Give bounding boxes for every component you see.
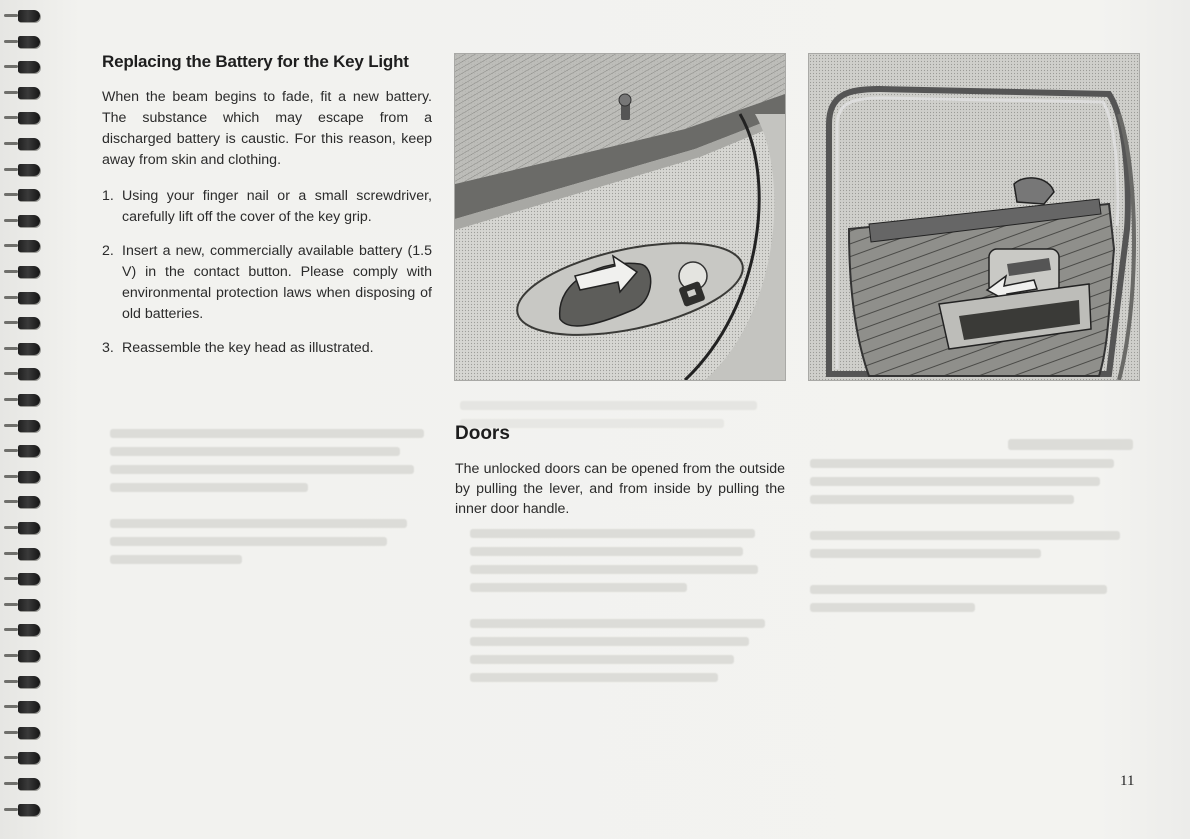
battery-intro-text: When the beam begins to fade, fit a new battery. The substance which may escape from a discharged battery is caustic. For this reason, keep away from skin and clothing.: [102, 89, 432, 168]
binding-ring: [18, 676, 40, 688]
step-text: Using your finger nail or a small screwdriver, carefully lift off the cover of the key grip.: [122, 188, 432, 225]
door-interior-handle-illustration: [808, 53, 1140, 381]
binding-ring: [18, 701, 40, 713]
step-number: 2.: [102, 243, 114, 259]
binding-ring: [18, 778, 40, 790]
binding-ring: [18, 317, 40, 329]
step-text: Reassemble the key head as illustrated.: [122, 340, 374, 356]
battery-section-title: Replacing the Battery for the Key Light: [102, 52, 409, 71]
binding-ring: [18, 752, 40, 764]
binding-ring: [18, 624, 40, 636]
binding-ring: [18, 368, 40, 380]
binding-ring: [18, 87, 40, 99]
doors-text: The unlocked doors can be opened from the outside by pulling the lever, and from inside by pulling the inner door handle.: [455, 461, 785, 517]
binding-ring: [18, 266, 40, 278]
step-number: 1.: [102, 188, 114, 204]
binding-ring: [18, 650, 40, 662]
binding-ring: [18, 138, 40, 150]
bleed-through-left: [110, 420, 440, 573]
binding-ring: [18, 522, 40, 534]
binding-ring: [18, 599, 40, 611]
binding-ring: [18, 804, 40, 816]
doors-section-title: Doors: [455, 423, 510, 444]
binding-ring: [18, 10, 40, 22]
binding-ring: [18, 189, 40, 201]
binding-ring: [18, 36, 40, 48]
binding-ring: [18, 61, 40, 73]
binding-ring: [18, 164, 40, 176]
binding-ring: [18, 240, 40, 252]
binding-ring: [18, 343, 40, 355]
binding-ring: [18, 445, 40, 457]
binding-ring: [18, 292, 40, 304]
binding-ring: [18, 727, 40, 739]
binding-ring: [18, 471, 40, 483]
door-exterior-handle-illustration: [454, 53, 786, 381]
binding-ring: [18, 573, 40, 585]
battery-step: [102, 338, 432, 359]
binding-ring: [18, 112, 40, 124]
bleed-through-right: [810, 430, 1140, 621]
battery-step: [102, 186, 432, 228]
spiral-binding: [0, 10, 50, 835]
page-number: 11: [1120, 773, 1135, 789]
binding-ring: [18, 394, 40, 406]
binding-ring: [18, 548, 40, 560]
battery-step: [102, 241, 432, 325]
bleed-through-mid-lower: [470, 520, 780, 691]
binding-ring: [18, 215, 40, 227]
step-number: 3.: [102, 340, 114, 356]
battery-steps-list: [102, 186, 432, 372]
binding-ring: [18, 496, 40, 508]
step-text: Insert a new, commercially available battery (1.5 V) in the contact button. Please comply with environmental protection laws when disposing of old batteries.: [122, 243, 432, 322]
binding-ring: [18, 420, 40, 432]
